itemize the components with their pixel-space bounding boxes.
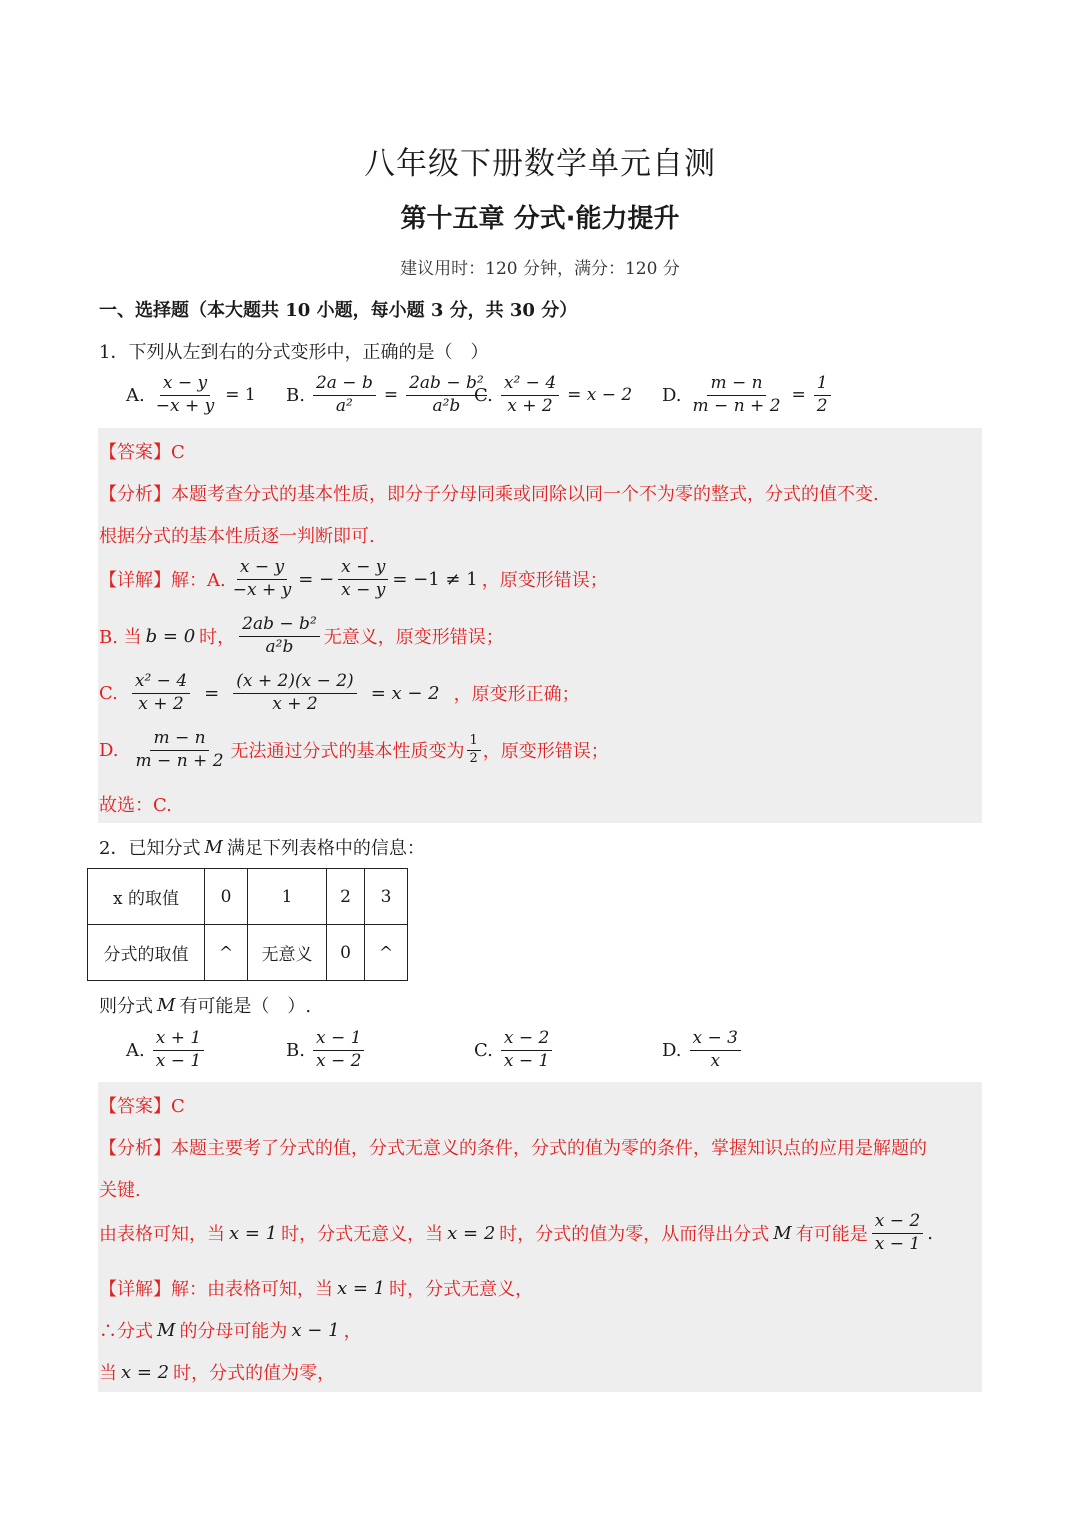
- detail-text: 时，分式无意义，当: [281, 1224, 444, 1246]
- fraction: [501, 374, 559, 416]
- math: M: [157, 994, 176, 1016]
- fraction: [153, 1029, 204, 1071]
- math: = x − 2: [370, 682, 440, 704]
- question-1-stem: 1．下列从左到右的分式变形中，正确的是（ ）: [99, 342, 489, 363]
- stem-text: 有可能是（ ）.: [179, 996, 312, 1017]
- math: .: [927, 1222, 933, 1244]
- numerator: x − 1: [313, 1029, 364, 1051]
- question-2-detail-2: [99, 1317, 362, 1343]
- math: = −1 ≠ 1: [392, 568, 478, 590]
- denominator: x − 2: [315, 1050, 362, 1071]
- table-row: [88, 869, 408, 925]
- detail-text: 时，分式的值为零，: [173, 1363, 336, 1384]
- fraction: [501, 1029, 552, 1071]
- detail-text: ∴分式: [99, 1321, 153, 1342]
- question-2-option-c: [474, 1029, 552, 1071]
- question-2-detail-1: [99, 1275, 533, 1301]
- question-1-option-a: [126, 374, 256, 416]
- table-cell: ^: [365, 925, 408, 981]
- question-1-detail-d: [99, 729, 609, 771]
- table-cell: 0: [205, 869, 248, 925]
- fraction: [872, 1212, 923, 1254]
- denominator: x + 2: [138, 693, 184, 714]
- detail-text: ，原变形错误；: [482, 741, 609, 763]
- table-cell: 1: [248, 869, 327, 925]
- denominator: 2: [816, 395, 828, 416]
- question-2-detail-3: [99, 1359, 335, 1385]
- fraction: [313, 1029, 364, 1071]
- denominator: 2: [469, 750, 478, 766]
- math: M: [157, 1319, 176, 1341]
- numerator: 2ab − b²: [239, 615, 320, 637]
- detail-label: 【详解】解：A.: [99, 570, 226, 592]
- detail-text: 当: [99, 1363, 117, 1384]
- detail-text: ，原变形正确；: [453, 684, 580, 706]
- page-subtitle: 第十五章 分式·能力提升: [400, 204, 680, 234]
- detail-text: 时，分式的值为零，从而得出分式: [499, 1224, 770, 1246]
- numerator: x + 1: [153, 1029, 204, 1051]
- detail-text: ，原变形错误；: [481, 570, 608, 592]
- fraction: [814, 374, 831, 416]
- question-2-stem: [99, 834, 425, 860]
- numerator: 1: [814, 374, 831, 396]
- numerator: (x + 2)(x − 2): [233, 672, 356, 694]
- math: b = 0: [145, 625, 196, 647]
- question-1-detail-a: [99, 558, 608, 600]
- fraction: [690, 374, 784, 416]
- fraction: [230, 558, 295, 600]
- math: x = 2: [121, 1361, 170, 1383]
- numerator: x − y: [160, 374, 210, 396]
- fraction: [132, 672, 190, 714]
- option-label: C.: [474, 1039, 493, 1061]
- fraction: [467, 734, 481, 767]
- table-cell: 0: [327, 925, 365, 981]
- numerator: x − 2: [872, 1212, 923, 1234]
- detail-text: 无法通过分式的基本性质变为: [230, 741, 465, 763]
- numerator: m − n: [707, 374, 765, 396]
- denominator: x − 1: [503, 1050, 550, 1071]
- detail-text: 由表格可知，当: [99, 1224, 225, 1246]
- math: x − 1: [291, 1319, 340, 1341]
- detail-label: C.: [99, 682, 118, 704]
- question-1-analysis-cont: 根据分式的基本性质逐一判断即可.: [99, 526, 375, 547]
- question-1-option-c: [474, 374, 632, 416]
- denominator: m − n + 2: [692, 395, 781, 416]
- table-cell: 3: [365, 869, 408, 925]
- question-1-conclusion: 故选：C.: [99, 795, 172, 816]
- question-2-question: [99, 992, 311, 1018]
- denominator: x + 2: [507, 395, 553, 416]
- table-row: [88, 925, 408, 981]
- option-label: B.: [286, 384, 305, 406]
- math: M: [773, 1222, 792, 1244]
- option-label: B.: [286, 1039, 305, 1061]
- detail-text: 时，: [199, 627, 236, 649]
- detail-text: 有可能是: [795, 1224, 868, 1246]
- question-1-answer: 【答案】C: [99, 442, 185, 463]
- math: x = 1: [337, 1277, 386, 1299]
- stem-text: 2．已知分式: [99, 838, 201, 859]
- equation-rhs: = x − 2: [567, 385, 633, 406]
- numerator: 2a − b: [313, 374, 376, 396]
- fraction: [233, 672, 356, 714]
- table-cell: ^: [205, 925, 248, 981]
- numerator: x − y: [338, 558, 388, 580]
- math: = −: [298, 568, 335, 590]
- question-2-option-a: [126, 1029, 204, 1071]
- math: x = 1: [229, 1222, 278, 1244]
- math: M: [204, 836, 223, 858]
- detail-label: B. 当: [99, 627, 142, 649]
- denominator: m − n + 2: [135, 750, 224, 771]
- option-label: D.: [662, 384, 682, 406]
- numerator: x² − 4: [132, 672, 190, 694]
- fraction: [133, 729, 227, 771]
- table-cell: 分式的取值: [88, 925, 205, 981]
- denominator: x − y: [341, 579, 386, 600]
- question-1-detail-b: [99, 615, 504, 657]
- option-label: A.: [126, 384, 145, 406]
- numerator: 1: [467, 734, 481, 751]
- numerator: x² − 4: [501, 374, 559, 396]
- table-cell: 无意义: [248, 925, 327, 981]
- fraction: [313, 374, 376, 416]
- numerator: 2ab − b²: [406, 374, 487, 396]
- denominator: a²b: [432, 395, 461, 416]
- question-2-analysis-cont: 关键.: [99, 1180, 141, 1201]
- denominator: −x + y: [155, 395, 215, 416]
- math: x = 2: [447, 1222, 496, 1244]
- numerator: x − y: [237, 558, 287, 580]
- fraction: [690, 1029, 741, 1071]
- denominator: a²: [335, 395, 353, 416]
- question-2-option-d: [662, 1029, 741, 1071]
- detail-text: 无意义，原变形错误；: [323, 627, 504, 649]
- denominator: x + 2: [272, 693, 318, 714]
- info-table: [87, 868, 408, 981]
- question-2-analysis-detail: [99, 1212, 933, 1254]
- page-title: 八年级下册数学单元自测: [364, 146, 716, 182]
- question-2-option-b: [286, 1029, 364, 1071]
- fraction: [338, 558, 388, 600]
- question-1-option-b: B. $\frac{2a - b}{\text{a²}}$ = $\frac{\text{2ab − b²}}{\text{a²b}}$: [286, 374, 487, 416]
- detail-text: ，: [343, 1321, 362, 1342]
- detail-text: 时，分式无意义，: [389, 1279, 534, 1300]
- fraction: [153, 374, 218, 416]
- table-cell: 2: [327, 869, 365, 925]
- question-1-detail-c: C. $\frac{\text{x² − 4}}{x + 2}$ = $\frac{(x + 2)(x - 2)}{x + 2}$ = x − 2 ，原变形正确；: [99, 671, 580, 714]
- question-2-analysis: 【分析】本题主要考了分式的值，分式无意义的条件，分式的值为零的条件，掌握知识点的应用是解题的: [99, 1138, 927, 1159]
- stem-text: 则分式: [99, 996, 153, 1017]
- numerator: m − n: [150, 729, 208, 751]
- section-heading: 一、选择题（本大题共 10 小题，每小题 3 分，共 30 分）: [99, 300, 578, 321]
- numerator: x − 3: [690, 1029, 741, 1051]
- question-2-answer: 【答案】C: [99, 1096, 185, 1117]
- question-1-analysis: 【分析】本题考查分式的基本性质，即分子分母同乘或同除以同一个不为零的整式，分式的值不变.: [99, 484, 879, 505]
- numerator: x − 2: [501, 1029, 552, 1051]
- question-1-option-d: D. $\frac{m - n}{m - n + 2}$ = $\frac{1}{2}$: [662, 374, 831, 416]
- denominator: x − 1: [874, 1233, 921, 1254]
- fraction: [239, 615, 320, 657]
- option-label: A.: [126, 1039, 145, 1061]
- denominator: a²b: [265, 636, 294, 657]
- option-label: C.: [474, 384, 493, 406]
- denominator: x: [710, 1050, 721, 1071]
- detail-text: 【详解】解：由表格可知，当: [99, 1279, 333, 1300]
- time-note: 建议用时：120 分钟，满分：120 分: [400, 259, 680, 279]
- denominator: −x + y: [232, 579, 292, 600]
- detail-label: D.: [99, 739, 119, 761]
- equation-rhs: = 1: [225, 385, 256, 406]
- detail-text: 的分母可能为: [179, 1321, 288, 1342]
- option-label: D.: [662, 1039, 682, 1061]
- table-cell: x 的取值: [88, 869, 205, 925]
- stem-text: 满足下列表格中的信息：: [226, 838, 425, 859]
- denominator: x − 1: [155, 1050, 202, 1071]
